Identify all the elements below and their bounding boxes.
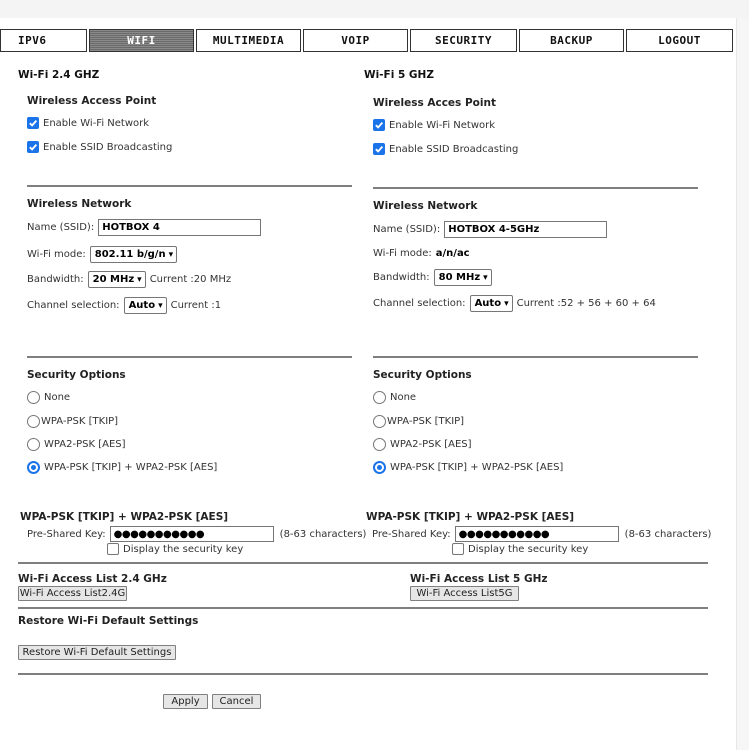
checkbox-label: Enable SSID Broadcasting [389, 143, 519, 155]
radio-label: None [390, 392, 417, 403]
chevron-down-icon: ▾ [168, 249, 174, 260]
wifi5-mode-row [373, 248, 470, 259]
wifi5-channel-select[interactable]: Auto ▾ [470, 295, 513, 312]
wifi5-channel-row [373, 295, 656, 312]
wifi5-psk-title: WPA-PSK [TKIP] + WPA2-PSK [AES] [366, 511, 575, 523]
wifi5-ssid-input[interactable]: HOTBOX 4-5GHz [444, 221, 607, 238]
wifi24-opt-wpa[interactable] [27, 415, 118, 428]
wifi5-enable-network[interactable] [373, 119, 495, 131]
wifi24-enable-network[interactable] [27, 117, 149, 129]
radio-label: WPA-PSK [TKIP] + WPA2-PSK [AES] [44, 462, 218, 473]
wifi24-enable-ssid[interactable] [27, 141, 172, 153]
wifi5-psk-row [372, 526, 711, 542]
radio-label: WPA2-PSK [AES] [390, 439, 472, 450]
wifi5-opt-wpa2[interactable] [373, 438, 472, 451]
wifi24-title: Wi-Fi 2.4 GHZ [18, 69, 100, 81]
divider [18, 562, 708, 564]
wifi5-network-title: Wireless Network [373, 200, 478, 212]
divider [27, 185, 352, 187]
channel-label: Channel selection: [27, 300, 120, 311]
tab-bar [0, 29, 736, 53]
channel-current: Current :52 + 56 + 60 + 64 [516, 298, 656, 309]
wifi5-ap-title: Wireless Acces Point [373, 97, 496, 109]
wifi24-psk-row [27, 526, 366, 542]
checkbox-checked-icon[interactable] [373, 143, 385, 155]
radio-label: WPA2-PSK [AES] [44, 439, 126, 450]
access-list-24-title: Wi-Fi Access List 2.4 GHz [18, 573, 167, 585]
tab-multimedia[interactable]: MULTIMEDIA [196, 29, 301, 52]
divider [27, 356, 352, 358]
radio-icon[interactable] [27, 415, 40, 428]
wifi24-opt-wpa2[interactable] [27, 438, 126, 451]
tab-backup[interactable]: BACKUP [519, 29, 624, 52]
wifi5-opt-none[interactable] [373, 391, 416, 404]
wifi24-ap-title: Wireless Access Point [27, 95, 157, 107]
tab-wifi[interactable]: WIFI [89, 29, 194, 52]
wifi5-opt-mixed[interactable] [373, 461, 563, 474]
wifi24-security-title: Security Options [27, 369, 126, 381]
wifi5-ssid-row [373, 221, 607, 238]
wifi5-security-title: Security Options [373, 369, 472, 381]
wifi24-display-key[interactable] [107, 543, 243, 555]
chevron-down-icon: ▾ [483, 272, 488, 283]
radio-selected-icon[interactable] [373, 461, 386, 474]
psk-label: Pre-Shared Key: [27, 528, 106, 540]
psk-hint: (8-63 characters) [624, 528, 712, 540]
divider [18, 607, 708, 609]
bandwidth-label: Bandwidth: [27, 274, 84, 285]
bandwidth-current: Current :20 MHz [149, 274, 232, 285]
wifi24-bandwidth-select[interactable]: 20 MHz ▾ [88, 271, 146, 288]
wifi5-bandwidth-select[interactable]: 80 MHz ▾ [434, 269, 492, 286]
restore-defaults-button[interactable]: Restore Wi-Fi Default Settings [18, 645, 176, 660]
wifi5-enable-ssid[interactable] [373, 143, 518, 155]
radio-label: WPA-PSK [TKIP] [387, 416, 465, 427]
wifi24-channel-select[interactable]: Auto ▾ [124, 297, 167, 314]
radio-icon[interactable] [373, 391, 386, 404]
checkbox-checked-icon[interactable] [27, 117, 39, 129]
wifi24-mode-row [27, 246, 177, 263]
wifi24-psk-input[interactable]: ●●●●●●●●●●● [110, 526, 274, 542]
divider [373, 356, 698, 358]
wifi24-ssid-input[interactable]: HOTBOX 4 [98, 219, 261, 236]
mode-label: Wi-Fi mode: [373, 248, 432, 259]
chevron-down-icon: ▾ [137, 274, 142, 285]
radio-label: None [44, 392, 71, 403]
checkbox-checked-icon[interactable] [373, 119, 385, 131]
radio-label: WPA-PSK [TKIP] + WPA2-PSK [AES] [390, 462, 564, 473]
psk-label: Pre-Shared Key: [372, 528, 451, 540]
bandwidth-label: Bandwidth: [373, 272, 430, 283]
wifi24-opt-none[interactable] [27, 391, 70, 404]
restore-title: Restore Wi-Fi Default Settings [18, 615, 199, 627]
cancel-button[interactable]: Cancel [212, 694, 261, 709]
tab-voip[interactable]: VOIP [303, 29, 408, 52]
wifi24-ssid-row [27, 219, 261, 236]
radio-selected-icon[interactable] [27, 461, 40, 474]
access-list-5-button[interactable]: Wi-Fi Access List5G [410, 586, 519, 601]
psk-hint: (8-63 characters) [279, 528, 367, 540]
chevron-down-icon: ▾ [504, 298, 509, 309]
channel-current: Current :1 [170, 300, 222, 311]
checkbox-label: Enable Wi-Fi Network [43, 117, 150, 129]
checkbox-unchecked-icon[interactable] [107, 543, 119, 555]
wifi5-display-key[interactable] [452, 543, 588, 555]
wifi5-psk-input[interactable]: ●●●●●●●●●●● [455, 526, 619, 542]
ssid-label: Name (SSID): [373, 224, 441, 235]
checkbox-unchecked-icon[interactable] [452, 543, 464, 555]
radio-icon[interactable] [373, 438, 386, 451]
wifi24-psk-title: WPA-PSK [TKIP] + WPA2-PSK [AES] [20, 511, 229, 523]
checkbox-label: Display the security key [468, 543, 589, 555]
wifi24-channel-row [27, 297, 221, 314]
wifi24-network-title: Wireless Network [27, 198, 132, 210]
ssid-label: Name (SSID): [27, 222, 95, 233]
mode-label: Wi-Fi mode: [27, 249, 86, 260]
wifi5-mode-value: a/n/ac [435, 248, 470, 259]
checkbox-label: Display the security key [123, 543, 244, 555]
radio-icon[interactable] [27, 438, 40, 451]
access-list-5-title: Wi-Fi Access List 5 GHz [410, 573, 548, 585]
access-list-24-button[interactable]: Wi-Fi Access List2.4G [19, 588, 126, 599]
tab-logout[interactable]: LOGOUT [626, 29, 733, 52]
radio-icon[interactable] [27, 391, 40, 404]
wifi24-bandwidth-row [27, 271, 231, 288]
top-strip [0, 0, 749, 18]
checkbox-label: Enable SSID Broadcasting [43, 141, 173, 153]
tab-ipv6[interactable]: IPV6 [0, 29, 87, 52]
apply-button[interactable]: Apply [163, 694, 208, 709]
wifi5-bandwidth-row [373, 269, 492, 286]
checkbox-label: Enable Wi-Fi Network [389, 119, 496, 131]
divider [373, 187, 698, 189]
scrollbar-track[interactable] [736, 18, 749, 750]
radio-label: WPA-PSK [TKIP] [41, 416, 119, 427]
wifi24-mode-select[interactable]: 802.11 b/g/n ▾ [90, 246, 177, 263]
wifi24-opt-mixed[interactable] [27, 461, 217, 474]
divider [18, 673, 708, 675]
chevron-down-icon: ▾ [158, 300, 163, 311]
radio-icon[interactable] [373, 415, 386, 428]
wifi5-opt-wpa[interactable] [373, 415, 464, 428]
wifi5-title: Wi-Fi 5 GHZ [364, 69, 434, 81]
tab-security[interactable]: SECURITY [410, 29, 517, 52]
channel-label: Channel selection: [373, 298, 466, 309]
checkbox-checked-icon[interactable] [27, 141, 39, 153]
